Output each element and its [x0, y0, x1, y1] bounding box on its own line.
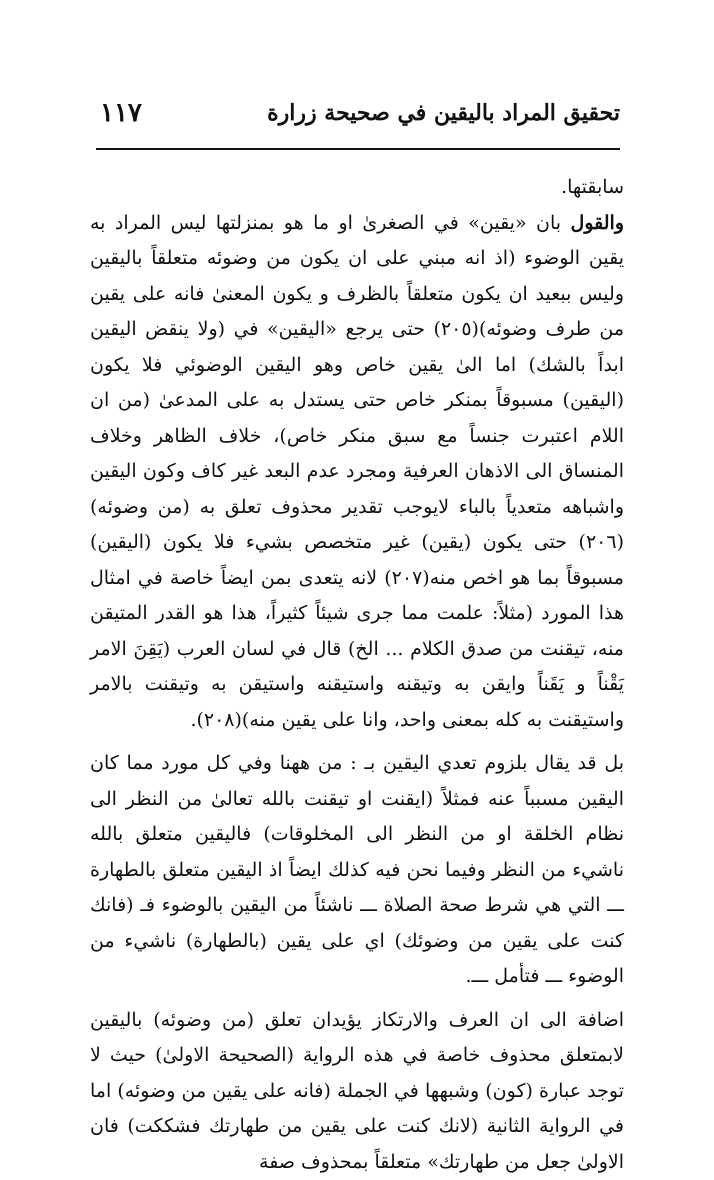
page-number: ١١٧ [100, 98, 142, 128]
paragraph-2-lead: والقول [571, 212, 624, 234]
running-title: تحقيق المراد باليقين في صحيحة زرارة [267, 100, 620, 126]
paragraph-2-text: بان «يقين» في الصغرىٰ او ما هو بمنزلتها ليس المراد به يقين الوضوء (اذ انه مبني على ان يكون من وضوئه متعلقاً باليقين وليس ببعيد ان يكون متعلقاً بالظرف و يكون المعنىٰ فانه على يقين من طرف وضوئه)(٢٠٥) حتى يرجع «اليقين» في (ولا ينقض اليقين ابداً بالشك) اما الىٰ يقين خاص وهو اليقين الوضوئي فلا يكون (اليقين) مسبوقاً بمنكر خاص حتى يستدل به على المدعىٰ (من ان اللام اعتبرت جنساً مع سبق منكر خاص)، خلاف الظاهر وخلاف المنساق الى الاذهان العرفية ومجرد عدم البعد غير كاف وكون اليقين واشباهه متعدياً بالباء لايوجب تقدير محذوف تعلق به (من وضوئه)(٢٠٦) حتى يكون (يقين) غير متخصص بشيء فلا يكون (اليقين) مسبوقاً بما هو اخص منه(٢٠٧) لانه يتعدى بمن ايضاً خاصة في امثال هذا المورد (مثلاً: علمت مما جرى شيئاً كثيراً، هذا هو القدر المتيقن منه، تيقنت من صدق الكلام ... الخ) قال في لسان العرب (يَقِنَ الامر يَقْناً و يَقَناً وايقن به وتيقنه واستيقنه واستيقن به وتيقنت بالامر واستيقنت به كله بمعنى واحد، وانا على يقين منه)(٢٠٨). [90, 212, 624, 731]
paragraph-3: بل قد يقال بلزوم تعدي اليقين بـ : من ههنا وفي كل مورد مما كان اليقين مسبباً عنه فمثلاً (ايقنت او تيقنت بالله تعالىٰ من النظر الى نظام الخلقة او من النظر الى المخلوقات) فاليقين متعلق بالله ناشيء من النظر وفيما نحن فيه كذلك ايضاً اذ اليقين متعلق بالطهارة ـــ التي هي شرط صحة الصلاة ـــ ناشئاً من اليقين بالوضوء فـ (فانك كنت على يقين من وضوئك) اي على يقين (بالطهارة) ناشيء من الوضوء ـــ فتأمل ـــ. [90, 746, 624, 995]
header-rule [96, 148, 620, 150]
paragraph-1: سابقتها. [90, 170, 624, 206]
paragraph-4: اضافة الى ان العرف والارتكاز يؤيدان تعلق (من وضوئه) باليقين لابمتعلق محذوف خاصة في هذه الرواية (الصحيحة الاولىٰ) حيث لا توجد عبارة (كون) وشبهها في الجملة (فانه على يقين من وضوئه) اما في الرواية الثانية (لانك كنت على يقين من طهارتك فشككت) فان الاولىٰ جعل من طهارتك» متعلقاً بمحذوف صفة [90, 1003, 624, 1180]
body-text [90, 170, 624, 1180]
paragraph-2 [90, 206, 624, 739]
